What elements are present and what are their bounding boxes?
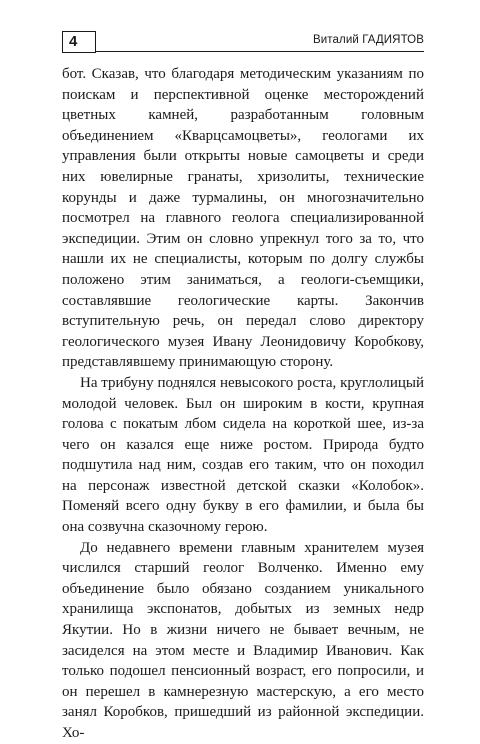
- body-text: [62, 64, 424, 744]
- page-header: [62, 31, 424, 55]
- page-number-box: [62, 31, 96, 53]
- running-head-author: Виталий ГАДИЯТОВ: [313, 34, 424, 46]
- paragraph: бот. Сказав, что благодаря методическим указаниям по поискам и перспективной оценке месторождений цветных камней, разработанным головным объединением «Кварцсамоцветы», геологами их управления были открыты новые самоцветы и среди них ювелирные гранаты, хризолиты, технические корунды и даже турмалины, он многозначительно посмотрел на главного геолога специализированной экспедиции. Этим он словно упрекнул того за то, что нашли их не специалисты, которым по долгу службы положено этим заниматься, а геологи-съемщики, составлявшие геологические карты. Закончив вступительную речь, он передал слово директору геологического музея Ивану Леонидовичу Коробкову, представлявшему принимающую сторону.: [62, 66, 424, 371]
- paragraph: До недавнего времени главным хранителем музея числился старший геолог Волченко. Именно ему объединение было обязано созданием уникального хранилища экспонатов, добытых из земных недр Якутии. Но в жизни ничего не бывает вечным, не засиделся на этом месте и Владимир Иванович. Как только подошел пенсионный возраст, его попросили, и он перешел в камнерезную мастерскую, а его место занял Коробков, пришедший из районной экспедиции. Хо-: [62, 539, 424, 741]
- page-number: 4: [69, 33, 78, 50]
- header-rule: [95, 51, 424, 52]
- paragraph: На трибуну поднялся невысокого роста, круглолицый молодой человек. Был он широким в кости, крупная голова с покатым лбом сидела на короткой шее, из-за чего он казался еще ниже ростом. Природа будто подшутила над ним, создав его таким, что он походил на персонаж известной детской сказки «Колобок». Поменяй всего одну букву в его фамилии, и была бы она созвучна сказочному герою.: [62, 374, 424, 536]
